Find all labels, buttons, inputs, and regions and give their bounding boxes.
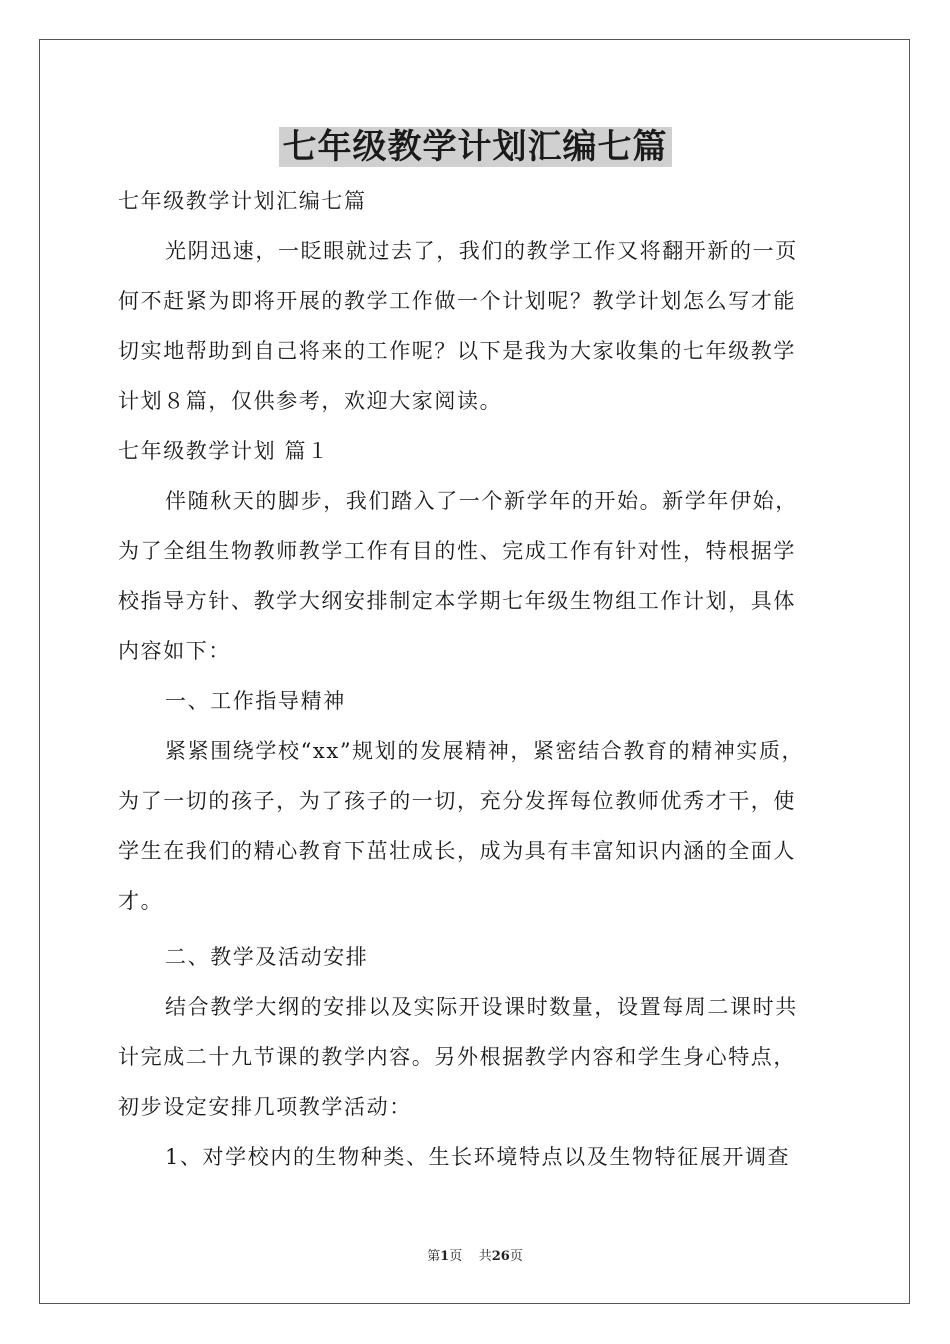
body-line: 伴随秋天的脚步，我们踏入了一个新学年的开始。新学年伊始， <box>165 489 798 513</box>
body-line: 为了一切的孩子，为了孩子的一切，充分发挥每位教师优秀才干，使 <box>118 789 796 813</box>
body-line: 为了全组生物教师教学工作有目的性、完成工作有针对性，特根据学 <box>118 539 796 563</box>
body-line: 初步设定安排几项教学活动： <box>118 1095 412 1119</box>
document-title <box>0 124 950 170</box>
body-line: 才。 <box>118 889 164 913</box>
body-line: 何不赶紧为即将开展的教学工作做一个计划呢？教学计划怎么写才能 <box>118 289 796 313</box>
body-line: 七年级教学计划汇编七篇 <box>118 189 367 213</box>
body-line: 紧紧围绕学校“xx”规划的发展精神，紧密结合教育的精神实质， <box>165 739 805 763</box>
body-line: 七年级教学计划 篇１ <box>118 439 330 463</box>
body-line: 计划８篇，仅供参考，欢迎大家阅读。 <box>118 389 503 413</box>
body-line: 1、对学校内的生物种类、生长环境特点以及生物特征展开调查 <box>165 1145 791 1169</box>
body-line: 切实地帮助到自己将来的工作呢？以下是我为大家收集的七年级教学 <box>118 339 796 363</box>
body-line: 光阴迅速，一眨眼就过去了，我们的教学工作又将翻开新的一页 <box>165 239 798 263</box>
body-line: 校指导方针、教学大纲安排制定本学期七年级生物组工作计划，具体 <box>118 589 796 613</box>
total-pages: 26 <box>491 1249 510 1264</box>
body-line: 二、教学及活动安排 <box>165 945 369 969</box>
page-number: 1 <box>440 1249 450 1264</box>
body-line: 内容如下： <box>118 639 231 663</box>
body-line: 学生在我们的精心教育下茁壮成长，成为具有丰富知识内涵的全面人 <box>118 839 796 863</box>
document-body <box>118 176 836 1182</box>
total-suffix: 页 <box>509 1249 523 1264</box>
page-suffix: 页 <box>449 1249 463 1264</box>
body-line: 一、工作指导精神 <box>165 689 346 713</box>
document-title-text: 七年级教学计划汇编七篇 <box>279 127 672 167</box>
body-line: 计完成二十九节课的教学内容。另外根据教学内容和学生身心特点， <box>118 1045 796 1069</box>
total-prefix: 共 <box>478 1249 492 1264</box>
body-line: 结合教学大纲的安排以及实际开设课时数量，设置每周二课时共 <box>165 995 798 1019</box>
page-footer <box>0 1247 950 1267</box>
page-prefix: 第 <box>427 1249 441 1264</box>
